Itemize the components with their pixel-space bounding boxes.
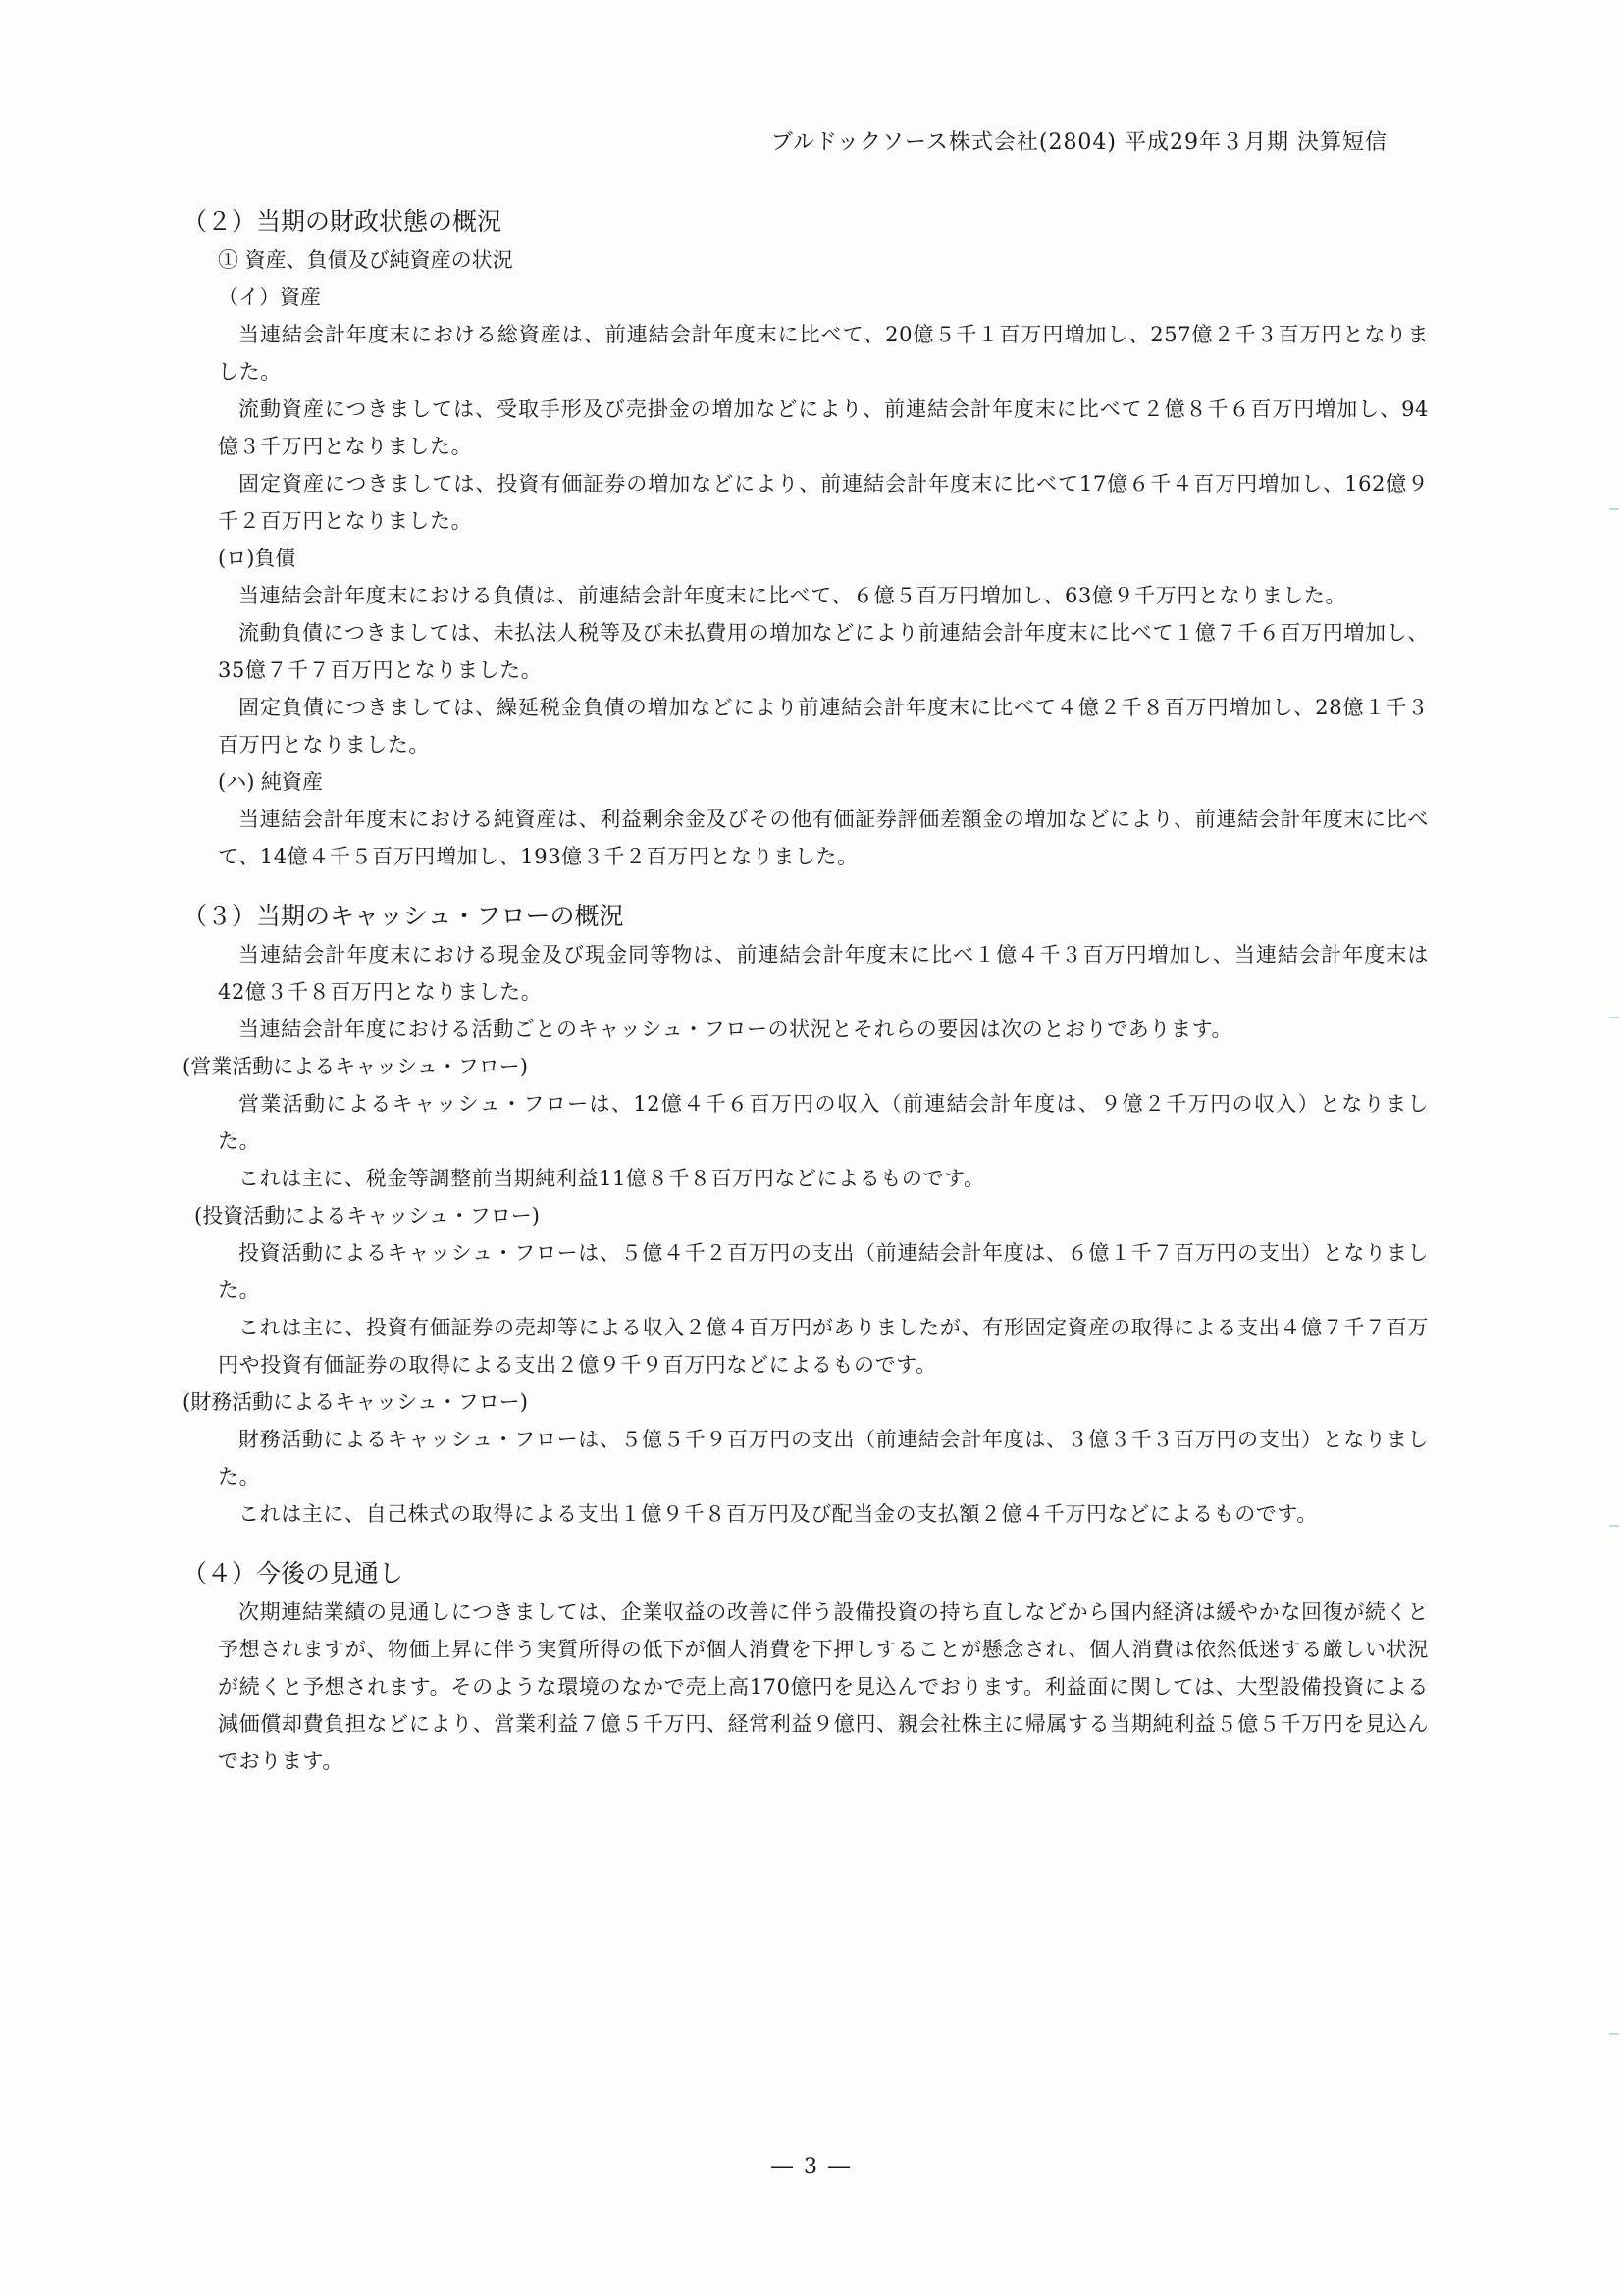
paragraph-operating-cash-flow-detail: これは主に、税金等調整前当期純利益11億８千８百万円などによるものです。 xyxy=(238,1167,985,1190)
paragraph-cash-flow-intro: 当連結会計年度末における現金及び現金同等物は、前連結会計年度末に比べ１億４千３百万円増加し、当連結会計年度末は42億３千８百万円となりました。 xyxy=(218,943,1429,1004)
paragraph-net-assets: 当連結会計年度末における純資産は、利益剰余金及びその他有価証券評価差額金の増加などにより、前連結会計年度末に比べて、14億４千５百万円増加し、193億３千２百万円となりました。 xyxy=(218,808,1429,868)
section-title-outlook: （４）今後の見通し xyxy=(183,1559,404,1588)
heading-liabilities: (ロ)負債 xyxy=(218,547,296,570)
paragraph-assets-total: 当連結会計年度末における総資産は、前連結会計年度末に比べて、20億５千１百万円増加し、257億２千３百万円となりました。 xyxy=(218,323,1429,384)
section-title-cash-flow: （３）当期のキャッシュ・フローの概況 xyxy=(183,902,624,930)
paragraph-liabilities-total: 当連結会計年度末における負債は、前連結会計年度末に比べて、６億５百万円増加し、63億９千万円となりました。 xyxy=(238,584,1347,607)
scan-edge-mark xyxy=(1609,508,1619,510)
heading-financing-cash-flow: (財務活動によるキャッシュ・フロー) xyxy=(183,1390,528,1414)
paragraph-financing-cash-flow-detail: これは主に、自己株式の取得による支出１億９千８百万円及び配当金の支払額２億４千万円などによるものです。 xyxy=(238,1502,1318,1526)
section-title-financial-position: （２）当期の財政状態の概況 xyxy=(183,207,502,235)
scan-edge-mark xyxy=(1609,1525,1619,1527)
paragraph-investing-cash-flow-detail: これは主に、投資有価証券の売却等による収入２億４百万円がありましたが、有形固定資産の取得による支出４億７千７百万円や投資有価証券の取得による支出２億９千９百万円などによるものです。 xyxy=(218,1316,1429,1377)
heading-assets: （イ）資産 xyxy=(218,286,321,309)
heading-net-assets: (ハ) 純資産 xyxy=(218,770,324,794)
paragraph-liabilities-fixed: 固定負債につきましては、繰延税金負債の増加などにより前連結会計年度末に比べて４億２千８百万円増加し、28億１千３百万円となりました。 xyxy=(218,696,1429,757)
page-number: ― 3 ― xyxy=(771,2155,852,2179)
document-header: ブルドックソース株式会社(2804) 平成29年３月期 決算短信 xyxy=(770,130,1387,155)
paragraph-outlook: 次期連結業績の見通しにつきましては、企業収益の改善に伴う設備投資の持ち直しなどから国内経済は緩やかな回復が続くと予想されますが、物価上昇に伴う実質所得の低下が個人消費を下押しすることが懸念され、個人消費は依然低迷する厳しい状況が続くと予想されます。そのような環境のなかで売上高170億円を見込んでおります。利益面に関しては、大型設備投資による減価償却費負担などにより、営業利益７億５千万円、経常利益９億円、親会社株主に帰属する当期純利益５億５千万円を見込んでおります。 xyxy=(218,1600,1429,1773)
scan-edge-mark xyxy=(1609,1017,1619,1018)
heading-investing-cash-flow: (投資活動によるキャッシュ・フロー) xyxy=(194,1204,540,1227)
paragraph-cash-flow-summary: 当連結会計年度における活動ごとのキャッシュ・フローの状況とそれらの要因は次のとおりであります。 xyxy=(238,1018,1233,1041)
heading-operating-cash-flow: (営業活動によるキャッシュ・フロー) xyxy=(183,1055,528,1078)
paragraph-operating-cash-flow: 営業活動によるキャッシュ・フローは、12億４千６百万円の収入（前連結会計年度は、９億２千万円の収入）となりました。 xyxy=(218,1092,1429,1153)
paragraph-assets-fixed: 固定資産につきましては、投資有価証券の増加などにより、前連結会計年度末に比べて17億６千４百万円増加し、162億９千２百万円となりました。 xyxy=(218,472,1429,533)
document-body xyxy=(183,202,1429,1780)
paragraph-liabilities-current: 流動負債につきましては、未払法人税等及び未払費用の増加などにより前連結会計年度末に比べて１億７千６百万円増加し、35億７千７百万円となりました。 xyxy=(218,621,1429,682)
scan-edge-mark xyxy=(1609,2033,1619,2035)
section-spacer xyxy=(183,875,1429,897)
subsection-title-assets-liabilities: ① 資産、負債及び純資産の状況 xyxy=(218,248,513,272)
paragraph-financing-cash-flow: 財務活動によるキャッシュ・フローは、５億５千９百万円の支出（前連結会計年度は、３億３千３百万円の支出）となりました。 xyxy=(218,1428,1429,1488)
paragraph-assets-current: 流動資産につきましては、受取手形及び売掛金の増加などにより、前連結会計年度末に比べて２億８千６百万円増加し、94億３千万円となりました。 xyxy=(218,397,1429,458)
section-spacer xyxy=(183,1533,1429,1554)
paragraph-investing-cash-flow: 投資活動によるキャッシュ・フローは、５億４千２百万円の支出（前連結会計年度は、６億１千７百万円の支出）となりました。 xyxy=(218,1241,1429,1302)
